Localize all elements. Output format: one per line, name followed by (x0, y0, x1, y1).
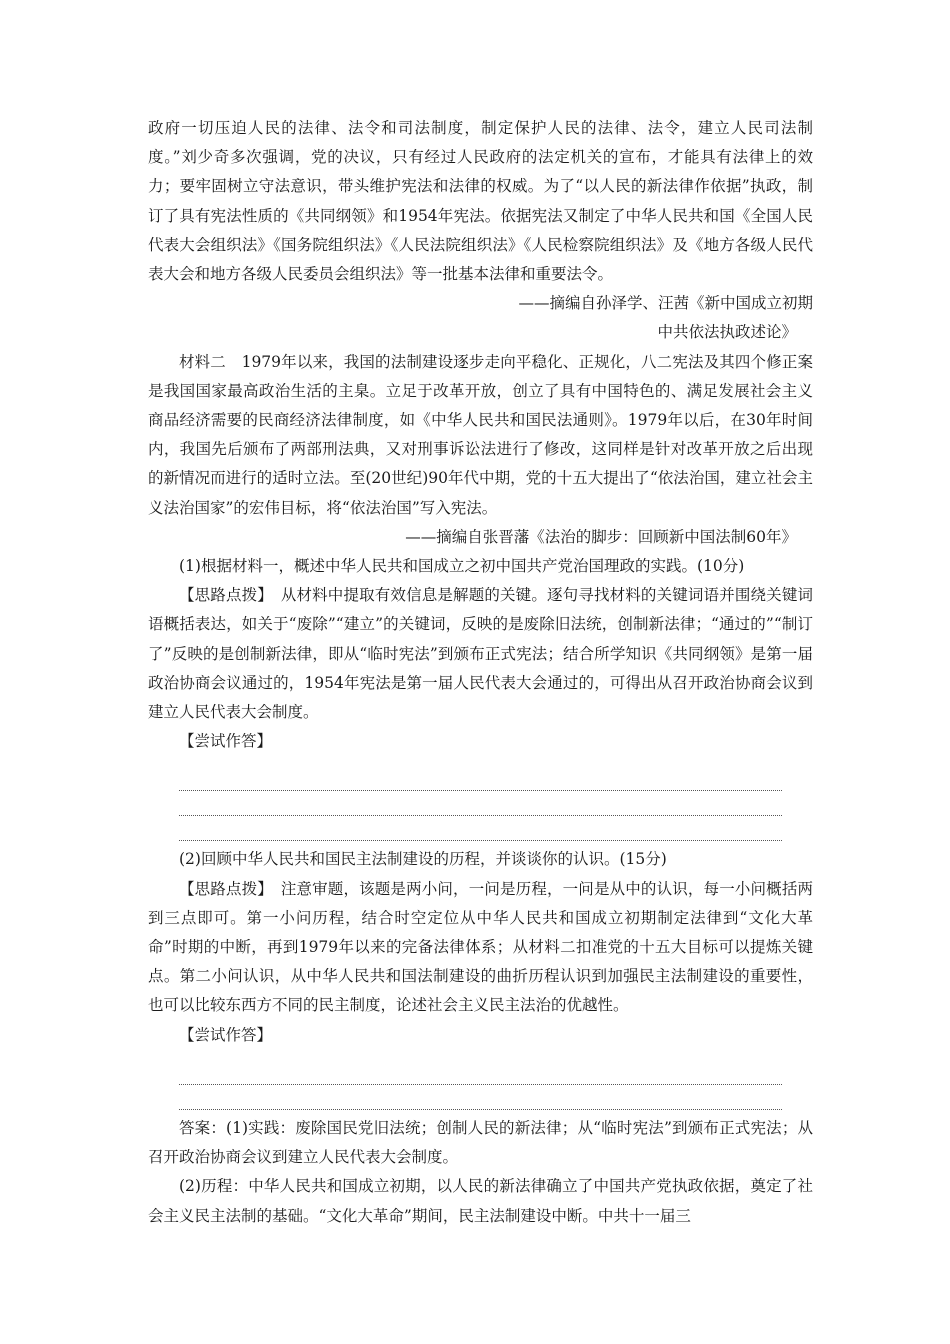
hint-label: 【思路点拨】 (179, 586, 266, 605)
answer-line[interactable] (179, 1060, 782, 1085)
answer-line[interactable] (179, 766, 782, 791)
answer-area-1[interactable] (179, 756, 782, 845)
hint-1 (148, 581, 813, 727)
hint-2 (148, 875, 813, 1021)
material2-paragraph: 材料二 1979年以来，我国的法制建设逐步走向平稳化、正规化，八二宪法及其四个修正案是我国国家最高政治生活的主臬。立足于改革开放，创立了具有中国特色的、满足发展社会主义商品经济需要的民商经济法律制度，如《中华人民共和国民法通则》。1979年以后，在30年时间内，我国先后颁布了两部刑法典，又对刑事诉讼法进行了修改，这同样是针对改革开放之后出现的新情况而进行的适时立法。至(20世纪)90年代中期，党的十五大提出了“依法治国，建立社会主义法治国家”的宏伟目标，将“依法治国”写入宪法。 (148, 352, 813, 517)
try-answer-label-2: 【尝试作答】 (179, 1025, 273, 1044)
source-citation-1-line2: 中共依法执政述论》 (657, 323, 797, 342)
answer-line[interactable] (179, 791, 782, 816)
answer-line[interactable] (179, 816, 782, 841)
answer-1: 答案：(1)实践：废除国民党旧法统；创制人民的新法律；从“临时宪法”到颁布正式宪法；从召开政治协商会议到建立人民代表大会制度。 (148, 1118, 813, 1167)
hint-label: 【思路点拨】 (179, 879, 266, 898)
try-answer-label-1: 【尝试作答】 (179, 732, 273, 751)
answer-line[interactable] (179, 1085, 782, 1110)
question-1: (1)根据材料一，概述中华人民共和国成立之初中国共产党治国理政的实践。(10分) (179, 557, 745, 576)
question-2: (2)回顾中华人民共和国民主法制建设的历程，并谈谈你的认识。(15分) (179, 850, 667, 869)
answer-area-2[interactable] (179, 1050, 782, 1114)
material1-continued: 政府一切压迫人民的法律、法令和司法制度，制定保护人民的法律、法令，建立人民司法制度。”刘少奇多次强调，党的决议，只有经过人民政府的法定机关的宣布，才能具有法律上的效力；要牢固树立守法意识，带头维护宪法和法律的权威。为了“以人民的新法律作依据”执政，制订了具有宪法性质的《共同纲领》和1954年宪法。依据宪法又制定了中华人民共和国《全国人民代表大会组织法》《国务院组织法》《人民法院组织法》《人民检察院组织法》及《地方各级人民代表大会和地方各级人民委员会组织法》等一批基本法律和重要法令。 (148, 119, 813, 284)
answer-2: (2)历程：中华人民共和国成立初期，以人民的新法律确立了中国共产党执政依据，奠定了社会主义民主法制的基础。“文化大革命”期间，民主法制建设中断。中共十一届三 (148, 1177, 813, 1225)
source-citation-1-line1: ——摘编自孙泽学、汪茜《新中国成立初期 (518, 294, 813, 313)
hint-1-text: 从材料中提取有效信息是解题的关键。逐句寻找材料的关键词语并围绕关键词语概括表达，如关于“废除”“建立”的关键词，反映的是废除旧法统，创制新法律；“通过的”“制订了”反映的是创制新法律，即从“临时宪法”到颁布正式宪法；结合所学知识《共同纲领》是第一届政治协商会议通过的，1954年宪法是第一届人民代表大会通过的，可得出从召开政治协商会议到建立人民代表大会制度。 (148, 586, 813, 722)
hint-2-text: 注意审题，该题是两小问，一问是历程，一问是从中的认识，每一小问概括两到三点即可。第一小问历程，结合时空定位从中华人民共和国成立初期制定法律到“文化大革命”时期的中断，再到1979年以来的完备法律体系；从材料二扣准党的十五大目标可以提炼关键点。第二小问认识，从中华人民共和国法制建设的曲折历程认识到加强民主法制建设的重要性，也可以比较东西方不同的民主制度，论述社会主义民主法治的优越性。 (148, 879, 813, 1015)
source-citation-2: ——摘编自张晋藩《法治的脚步：回顾新中国法制60年》 (405, 527, 797, 546)
document-body (148, 114, 813, 1231)
